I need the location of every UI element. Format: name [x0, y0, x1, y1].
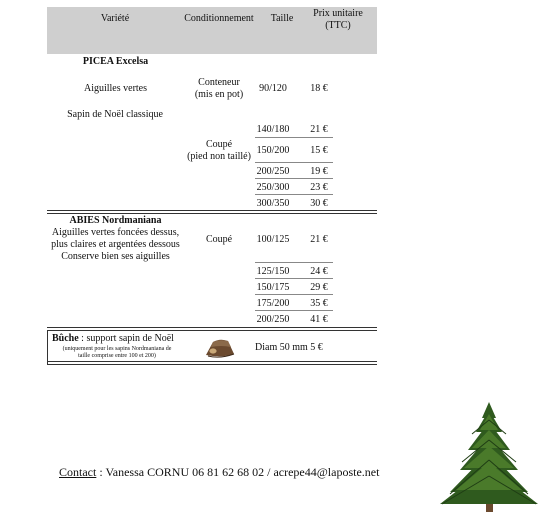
abies-price-0: 21 €: [310, 234, 328, 245]
row-divider: [255, 194, 333, 195]
abies-size-0: 100/125: [256, 234, 290, 245]
abies-size-3: 175/200: [256, 298, 290, 309]
picea-cut-size-3: 250/300: [256, 182, 290, 193]
abies-price-1: 24 €: [310, 266, 328, 277]
abies-title: ABIES Nordmaniana: [69, 215, 162, 226]
picea-cut-label: Coupé (pied non taillé): [187, 139, 251, 162]
row-divider: [255, 278, 333, 279]
abies-size-2: 150/175: [256, 282, 290, 293]
section-divider: [47, 210, 377, 214]
header-variety: Variété: [100, 13, 130, 24]
buche-title: Bûche : support sapin de Noël: [52, 333, 174, 344]
row-divider: [255, 294, 333, 295]
row-divider: [255, 178, 333, 179]
contact-label: Contact: [59, 465, 97, 479]
picea-cut-price-3: 23 €: [310, 182, 328, 193]
header-packaging: Conditionnement: [184, 13, 254, 24]
abies-price-4: 41 €: [310, 314, 328, 325]
picea-size-0: 90/120: [259, 83, 287, 94]
abies-price-2: 29 €: [310, 282, 328, 293]
picea-cut-size-4: 300/350: [256, 198, 290, 209]
picea-cut-price-0: 21 €: [310, 124, 328, 135]
abies-cut-label: Coupé: [205, 234, 233, 245]
header-price: Prix unitaire (TTC): [313, 8, 363, 31]
picea-price-0: 18 €: [310, 83, 328, 94]
picea-cut-price-4: 30 €: [310, 198, 328, 209]
section-divider: [47, 327, 377, 331]
picea-container-label: Conteneur (mis en pot): [194, 77, 244, 100]
contact-details[interactable]: : Vanessa CORNU 06 81 62 68 02 / acrepe44@laposte.net: [96, 465, 380, 479]
contact-line: [59, 465, 379, 480]
picea-title: PICEA Excelsa: [82, 56, 149, 67]
abies-desc-2: plus claires et argentées dessous: [51, 239, 180, 250]
abies-price-3: 35 €: [310, 298, 328, 309]
picea-cut-price-1: 15 €: [310, 145, 328, 156]
picea-cut-size-2: 200/250: [256, 166, 290, 177]
buche-note: (uniquement pour les sapins Nordmaniana de taille comprise entre 100 et 200): [62, 346, 172, 359]
picea-cut-size-1: 150/200: [256, 145, 290, 156]
abies-size-4: 200/250: [256, 314, 290, 325]
buche-spec: Diam 50 mm 5 €: [255, 342, 323, 353]
header-size: Taille: [270, 13, 294, 24]
picea-cut-size-0: 140/180: [256, 124, 290, 135]
row-divider: [255, 262, 333, 263]
row-divider: [255, 137, 333, 138]
picea-desc-classic: Sapin de Noël classique: [67, 109, 163, 120]
abies-desc-3: Conserve bien ses aiguilles: [61, 251, 170, 262]
abies-desc-1: Aiguilles vertes foncées dessus,: [51, 227, 180, 238]
abies-size-1: 125/150: [256, 266, 290, 277]
log-icon: [204, 337, 236, 359]
picea-desc-needles: Aiguilles vertes: [83, 83, 148, 94]
section-divider: [47, 361, 377, 365]
fir-tree-icon: [432, 400, 547, 515]
picea-cut-price-2: 19 €: [310, 166, 328, 177]
row-divider: [255, 310, 333, 311]
row-divider: [255, 162, 333, 163]
